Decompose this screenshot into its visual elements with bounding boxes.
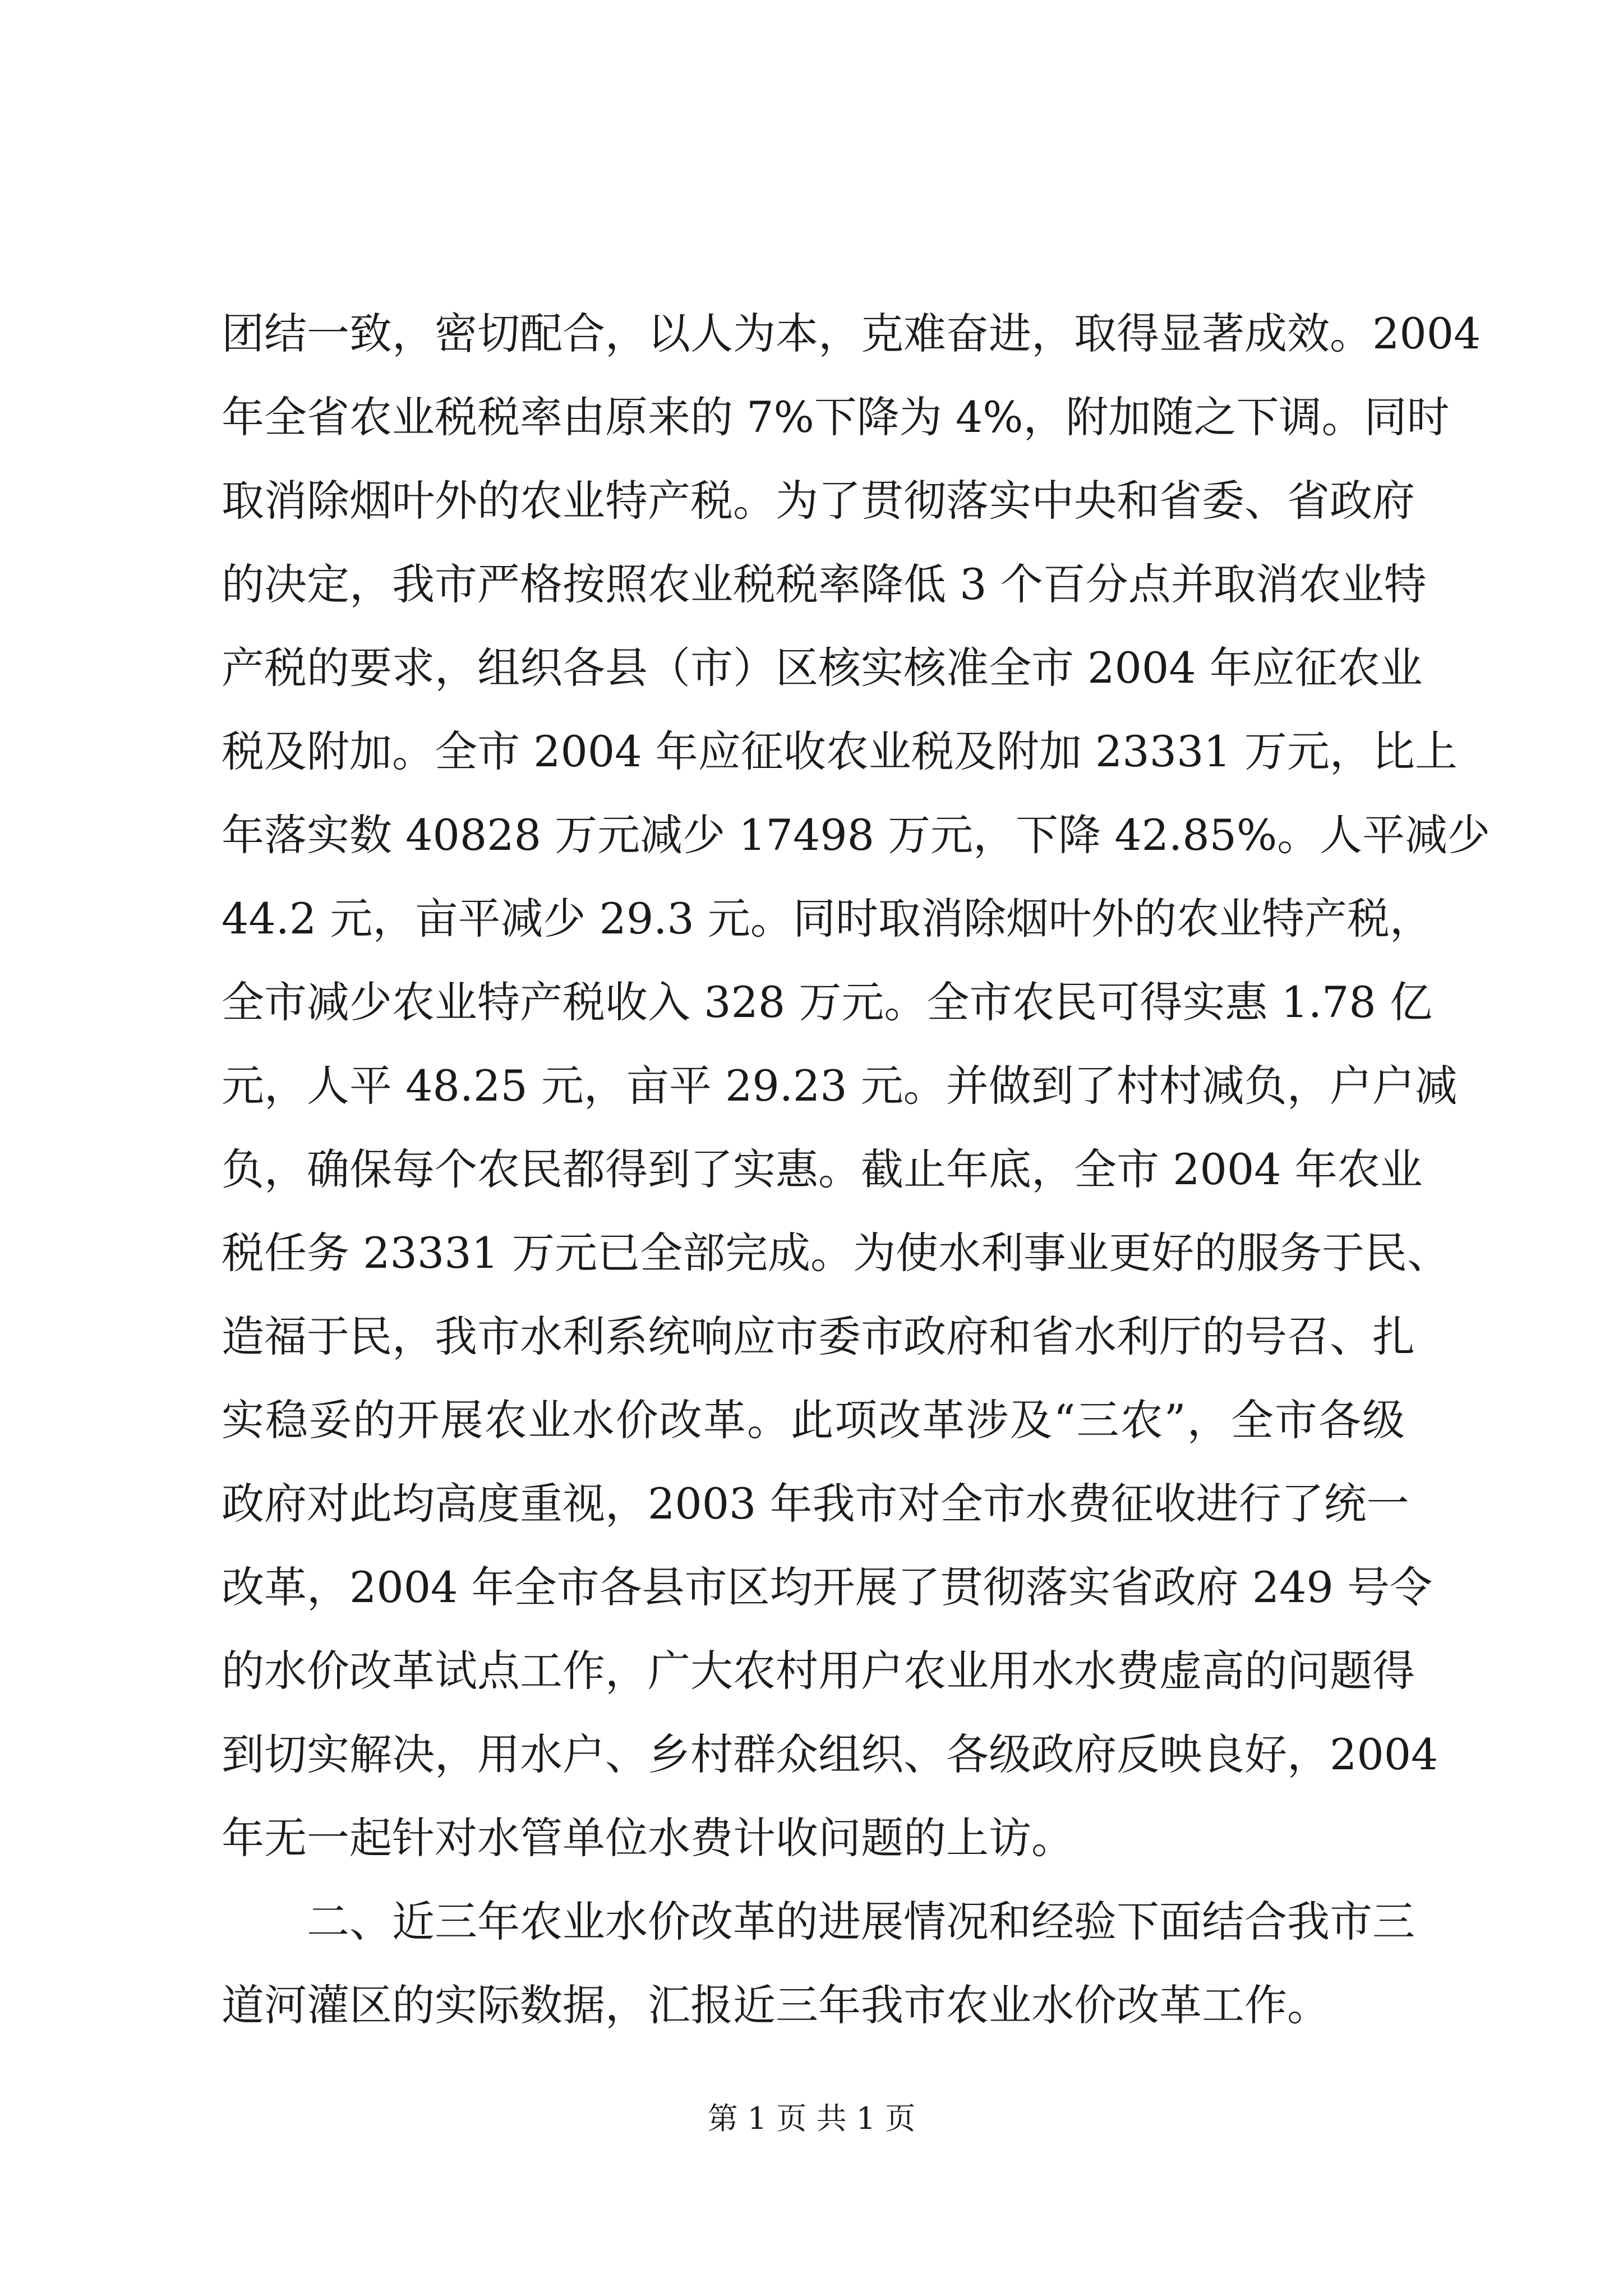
text-line: 全市减少农业特产税收入 328 万元。全市农民可得实惠 1.78 亿 (222, 977, 1432, 1027)
text-line: 年全省农业税税率由原来的 7%下降为 4%，附加随之下调。同时 (222, 392, 1450, 442)
page-number-label: 第 1 页 共 1 页 (707, 2101, 916, 2136)
text-line: 产税的要求，组织各县（市）区核实核准全市 2004 年应征农业 (222, 643, 1423, 693)
text-line: 团结一致，密切配合，以人为本，克难奋进，取得显著成效。2004 (222, 309, 1481, 358)
page-footer (0, 2099, 1623, 2138)
text-line: 道河灌区的实际数据，汇报近三年我市农业水价改革工作。 (222, 1980, 1330, 2030)
paragraph-1 (222, 292, 1491, 1880)
body-text (222, 292, 1491, 2047)
text-line: 年无一起针对水管单位水费计收问题的上访。 (222, 1813, 1074, 1863)
text-line: 政府对此均高度重视，2003 年我市对全市水费征收进行了统一 (222, 1479, 1409, 1529)
text-line: 到切实解决，用水户、乡村群众组织、各级政府反映良好，2004 (222, 1729, 1438, 1779)
text-line: 税任务 23331 万元已全部完成。为使水利事业更好的服务于民、 (222, 1228, 1450, 1278)
paragraph-2 (222, 1880, 1415, 2047)
text-line: 负，确保每个农民都得到了实惠。截止年底，全市 2004 年农业 (222, 1144, 1423, 1194)
text-line: 44.2 元，亩平减少 29.3 元。同时取消除烟叶外的农业特产税， (222, 894, 1432, 944)
text-line: 元，人平 48.25 元，亩平 29.23 元。并做到了村村减负，户户减 (222, 1061, 1458, 1111)
text-line: 改革，2004 年全市各县市区均开展了贯彻落实省政府 249 号令 (222, 1562, 1432, 1612)
text-line: 年落实数 40828 万元减少 17498 万元，下降 42.85%。人平减少 (222, 810, 1491, 860)
text-line: 税及附加。全市 2004 年应征收农业税及附加 23331 万元，比上 (222, 726, 1458, 776)
text-line: 取消除烟叶外的农业特产税。为了贯彻落实中央和省委、省政府 (222, 476, 1415, 526)
text-line: 的决定，我市严格按照农业税税率降低 3 个百分点并取消农业特 (222, 559, 1427, 609)
text-line: 二、近三年农业水价改革的进展情况和经验下面结合我市三 (307, 1897, 1415, 1947)
text-line: 实稳妥的开展农业水价改革。此项改革涉及“三农”，全市各级 (222, 1395, 1405, 1445)
text-line: 的水价改革试点工作，广大农村用户农业用水水费虚高的问题得 (222, 1646, 1415, 1696)
text-line: 造福于民，我市水利系统响应市委市政府和省水利厅的号召、扎 (222, 1312, 1415, 1361)
